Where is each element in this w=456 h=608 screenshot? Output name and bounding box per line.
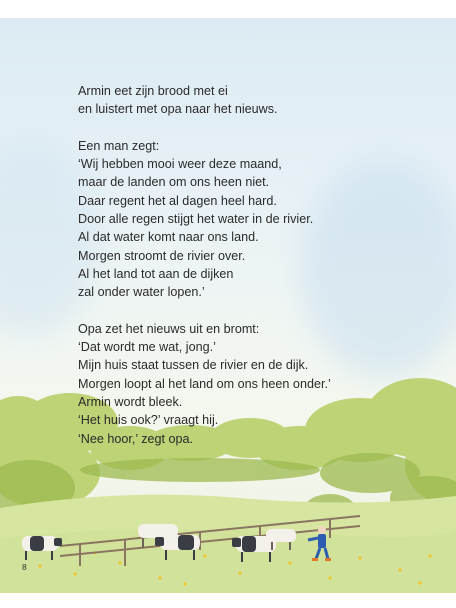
text-line: en luistert met opa naar het nieuws. — [78, 102, 278, 117]
text-line: Een man zegt: — [78, 138, 160, 153]
stanza — [78, 82, 418, 119]
text-line: Al het land tot aan de dijken — [78, 266, 234, 281]
story-text — [78, 82, 418, 466]
text-line: Armin eet zijn brood met ei — [78, 84, 228, 98]
text-line: Daar regent het al dagen heel hard. — [78, 193, 277, 208]
stanza — [78, 137, 418, 302]
text-line: Opa zet het nieuws uit en bromt: — [78, 321, 260, 336]
text-line: ‘Wij hebben mooi weer deze maand, — [78, 157, 282, 172]
text-line: Morgen stroomt de rivier over. — [78, 248, 246, 263]
text-line: ‘Dat wordt me wat, jong.’ — [78, 340, 216, 355]
text-line: Mijn huis staat tussen de rivier en de dijk. — [78, 358, 309, 373]
text-line: Al dat water komt naar ons land. — [78, 230, 259, 245]
stanza — [78, 320, 418, 448]
page-number: 8 — [22, 562, 27, 572]
text-line: Morgen loopt al het land om ons heen onder.’ — [78, 376, 331, 391]
text-line: ‘Nee hoor,’ zegt opa. — [78, 431, 194, 446]
text-line: Armin wordt bleek. — [78, 395, 183, 410]
text-line: maar de landen om ons heen niet. — [78, 175, 270, 190]
book-page — [0, 18, 456, 593]
text-line: zal onder water lopen.’ — [78, 285, 205, 300]
text-line: Door alle regen stijgt het water in de rivier. — [78, 212, 314, 227]
text-line: ‘Het huis ook?’ vraagt hij. — [78, 413, 219, 428]
